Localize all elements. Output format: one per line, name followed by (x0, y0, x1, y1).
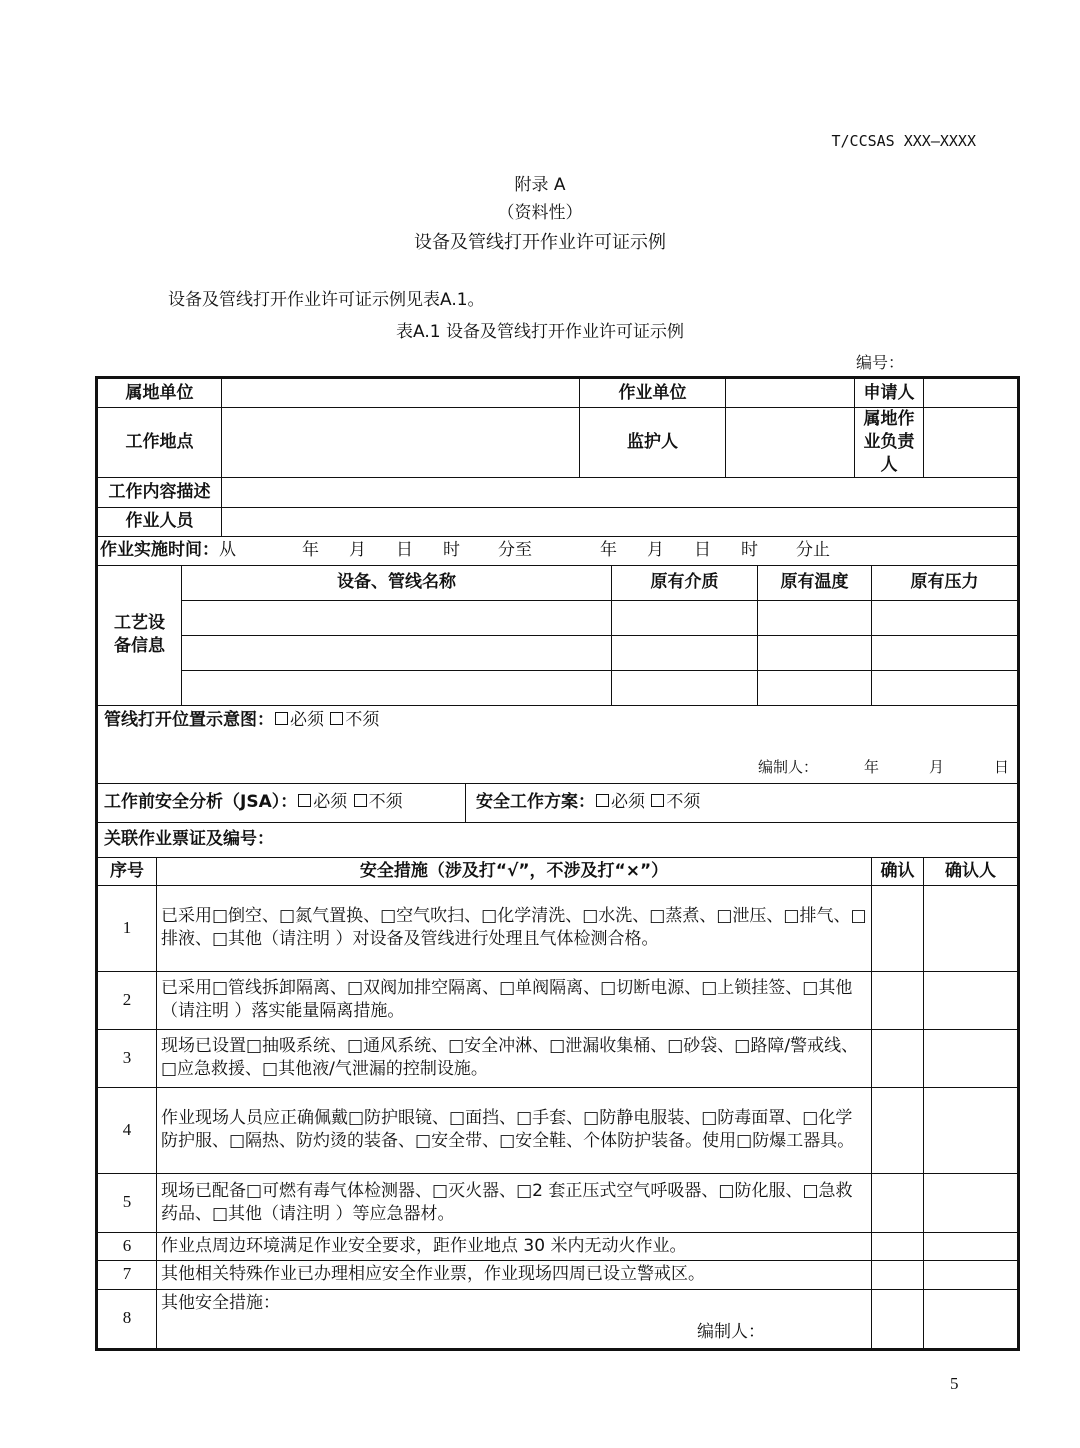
confirm-cell[interactable] (872, 1029, 924, 1087)
label-process-info: 工艺设备信息 (97, 565, 182, 705)
label-work-time: 作业实施时间： (100, 540, 219, 561)
page-number: 5 (950, 1374, 959, 1393)
label-work-unit: 作业单位 (580, 378, 726, 408)
applicant-field[interactable] (924, 378, 1019, 408)
label-not-required: 不须 (345, 709, 380, 730)
confirm-cell[interactable] (872, 1232, 924, 1260)
label-year: 年 (863, 757, 879, 776)
label-required: 必须 (313, 792, 348, 813)
serial-number-label: 编号： (856, 353, 905, 372)
confirmer-cell[interactable] (924, 885, 1019, 971)
header-confirm: 确认 (872, 857, 924, 885)
label-safety-plan: 安全工作方案： (476, 792, 595, 813)
label-territory-unit: 属地单位 (97, 378, 222, 408)
table-caption: 表A.1 设备及管线打开作业许可证示例 (396, 322, 684, 342)
label-from: 从 (219, 540, 236, 561)
measure-number: 3 (97, 1029, 157, 1087)
label-month: 月 (928, 757, 944, 776)
label-year-2: 年 (600, 540, 617, 561)
measure-number: 4 (97, 1087, 157, 1173)
checkbox-not-required[interactable] (330, 712, 343, 725)
pressure-cell[interactable] (872, 635, 1019, 670)
label-required: 必须 (290, 709, 324, 730)
equipment-name-cell[interactable] (182, 600, 612, 635)
work-time-row[interactable] (97, 536, 1019, 565)
territory-leader-field[interactable] (924, 408, 1019, 478)
confirm-cell[interactable] (872, 1173, 924, 1232)
label-hour: 时 (443, 540, 460, 561)
equipment-name-cell[interactable] (182, 635, 612, 670)
confirm-cell[interactable] (872, 1289, 924, 1349)
measure-text: 其他安全措施： (161, 1292, 280, 1313)
confirmer-cell[interactable] (924, 1087, 1019, 1173)
confirmer-cell[interactable] (924, 1232, 1019, 1260)
measure-text: 已采用□倒空、□氮气置换、□空气吹扫、□化学清洗、□水洗、□蒸煮、□泄压、□排气、□排液、□其他（请注明 ）对设备及管线进行处理且气体检测合格。 (157, 885, 872, 971)
checkbox-jsa-required[interactable] (298, 794, 311, 807)
measure-text: 作业点周边环境满足作业安全要求，距作业地点 30 米内无动火作业。 (157, 1232, 872, 1260)
label-month: 月 (349, 540, 366, 561)
label-workers: 作业人员 (97, 507, 222, 536)
temperature-cell[interactable] (758, 600, 872, 635)
measure-number: 8 (97, 1289, 157, 1349)
label-day: 日 (396, 540, 413, 561)
medium-cell[interactable] (612, 635, 758, 670)
temperature-cell[interactable] (758, 670, 872, 705)
work-unit-field[interactable] (726, 378, 855, 408)
label-work-description: 工作内容描述 (97, 477, 222, 507)
confirmer-cell[interactable] (924, 1289, 1019, 1349)
label-diagram: 管线打开位置示意图： (104, 709, 274, 730)
label-hour-2: 时 (741, 540, 758, 561)
safety-plan-cell (466, 783, 1019, 822)
label-day-2: 日 (694, 540, 711, 561)
label-minute-end: 分止 (796, 540, 830, 561)
header-pressure: 原有压力 (872, 565, 1019, 600)
measure-text: 现场已设置□抽吸系统、□通风系统、□安全冲淋、□泄漏收集桶、□砂袋、□路障/警戒线、□应急救援、□其他液/气泄漏的控制设施。 (157, 1029, 872, 1087)
work-description-field[interactable] (222, 477, 1019, 507)
work-location-field[interactable] (222, 408, 580, 478)
confirm-cell[interactable] (872, 885, 924, 971)
confirm-cell[interactable] (872, 971, 924, 1029)
permit-form-table (95, 376, 1020, 1351)
label-not-required: 不须 (666, 792, 701, 813)
label-preparer: 编制人： (697, 1321, 765, 1342)
appendix-label: 附录 A (514, 175, 566, 195)
header-equipment-name: 设备、管线名称 (182, 565, 612, 600)
diagram-section (97, 705, 1019, 783)
pressure-cell[interactable] (872, 600, 1019, 635)
appendix-type: （资料性） (497, 203, 583, 223)
appendix-title: 设备及管线打开作业许可证示例 (414, 232, 666, 253)
medium-cell[interactable] (612, 600, 758, 635)
checkbox-required[interactable] (275, 712, 288, 725)
label-supervisor: 监护人 (580, 408, 726, 478)
checkbox-plan-not-required[interactable] (651, 794, 664, 807)
intro-text: 设备及管线打开作业许可证示例见表A.1。 (168, 290, 485, 310)
measure-text: 已采用□管线拆卸隔离、□双阀加排空隔离、□单阀隔离、□切断电源、□上锁挂签、□其他（请注明 ）落实能量隔离措施。 (157, 971, 872, 1029)
label-work-location: 工作地点 (97, 408, 222, 478)
header-confirmer: 确认人 (924, 857, 1019, 885)
label-applicant: 申请人 (855, 378, 924, 408)
jsa-cell (97, 783, 466, 822)
confirmer-cell[interactable] (924, 1260, 1019, 1289)
confirm-cell[interactable] (872, 1260, 924, 1289)
temperature-cell[interactable] (758, 635, 872, 670)
header-seq: 序号 (97, 857, 157, 885)
confirmer-cell[interactable] (924, 971, 1019, 1029)
label-territory-leader: 属地作业负责人 (855, 408, 924, 478)
header-measures: 安全措施（涉及打“√”，不涉及打“×”） (157, 857, 872, 885)
confirm-cell[interactable] (872, 1087, 924, 1173)
label-related-permits: 关联作业票证及编号： (97, 822, 1019, 857)
measure-text: 其他相关特殊作业已办理相应安全作业票，作业现场四周已设立警戒区。 (157, 1260, 872, 1289)
label-not-required: 不须 (368, 792, 403, 813)
confirmer-cell[interactable] (924, 1173, 1019, 1232)
measure-number: 5 (97, 1173, 157, 1232)
workers-field[interactable] (222, 507, 1019, 536)
supervisor-field[interactable] (726, 408, 855, 478)
measure-text: 作业现场人员应正确佩戴□防护眼镜、□面挡、□手套、□防静电服装、□防毒面罩、□化学防护服、□隔热、防灼烫的装备、□安全带、□安全鞋、个体防护装备。使用□防爆工器具。 (157, 1087, 872, 1173)
measure-number: 1 (97, 885, 157, 971)
pressure-cell[interactable] (872, 670, 1019, 705)
label-preparer: 编制人： (757, 757, 818, 776)
checkbox-plan-required[interactable] (596, 794, 609, 807)
label-month-2: 月 (647, 540, 664, 561)
label-day: 日 (993, 757, 1009, 776)
medium-cell[interactable] (612, 670, 758, 705)
measure-other-cell (157, 1289, 872, 1349)
confirmer-cell[interactable] (924, 1029, 1019, 1087)
document-number: T/CCSAS XXX—XXXX (831, 132, 976, 150)
measure-number: 6 (97, 1232, 157, 1260)
label-required: 必须 (611, 792, 645, 813)
measure-number: 7 (97, 1260, 157, 1289)
measure-text: 现场已配备□可燃有毒气体检测器、□灭火器、□2 套正压式空气呼吸器、□防化服、□急救药品、□其他（请注明 ）等应急器材。 (157, 1173, 872, 1232)
measure-number: 2 (97, 971, 157, 1029)
header-medium: 原有介质 (612, 565, 758, 600)
label-year: 年 (302, 540, 319, 561)
territory-unit-field[interactable] (222, 378, 580, 408)
checkbox-jsa-not-required[interactable] (354, 794, 367, 807)
label-jsa: 工作前安全分析（JSA）： (104, 792, 298, 813)
label-minute-to: 分至 (498, 540, 532, 561)
equipment-name-cell[interactable] (182, 670, 612, 705)
header-temperature: 原有温度 (758, 565, 872, 600)
